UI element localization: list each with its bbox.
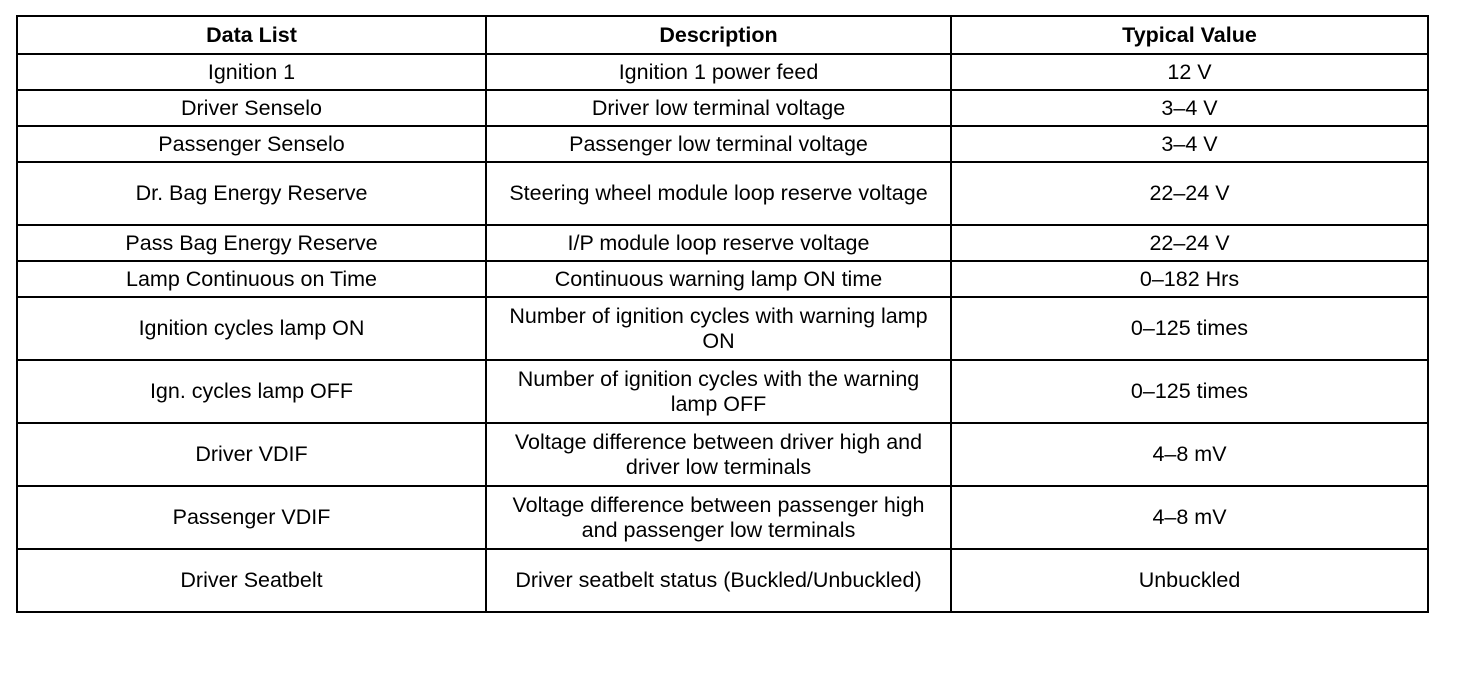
header-description: Description [486,16,951,54]
data-list-cell: Passenger VDIF [17,486,486,549]
typical-value-cell: 3–4 V [951,126,1428,162]
typical-value-cell: 3–4 V [951,90,1428,126]
description-cell: Passenger low terminal voltage [486,126,951,162]
description-cell: Ignition 1 power feed [486,54,951,90]
table-row [17,549,1428,612]
data-list-cell: Passenger Senselo [17,126,486,162]
typical-value-cell: 22–24 V [951,162,1428,225]
typical-value-cell: 12 V [951,54,1428,90]
data-list-cell: Ignition 1 [17,54,486,90]
description-cell: Driver low terminal voltage [486,90,951,126]
data-list-cell: Dr. Bag Energy Reserve [17,162,486,225]
typical-value-cell: 22–24 V [951,225,1428,261]
typical-value-cell: 0–182 Hrs [951,261,1428,297]
description-cell: Number of ignition cycles with the warning lamp OFF [486,360,951,423]
description-cell: Voltage difference between driver high and driver low terminals [486,423,951,486]
header-row [17,16,1428,54]
table-row [17,126,1428,162]
table-row [17,162,1428,225]
table-row [17,90,1428,126]
header-typical-value: Typical Value [951,16,1428,54]
data-list-cell: Pass Bag Energy Reserve [17,225,486,261]
data-list-cell: Lamp Continuous on Time [17,261,486,297]
table-row [17,297,1428,360]
typical-value-cell: 0–125 times [951,297,1428,360]
header-data-list: Data List [17,16,486,54]
table-row [17,54,1428,90]
typical-value-cell: 4–8 mV [951,486,1428,549]
description-cell: Continuous warning lamp ON time [486,261,951,297]
description-cell: Steering wheel module loop reserve voltage [486,162,951,225]
table-row [17,486,1428,549]
table-row [17,261,1428,297]
table-row [17,423,1428,486]
data-list-cell: Ign. cycles lamp OFF [17,360,486,423]
description-cell: Driver seatbelt status (Buckled/Unbuckled) [486,549,951,612]
data-list-cell: Ignition cycles lamp ON [17,297,486,360]
table-row [17,360,1428,423]
description-cell: Number of ignition cycles with warning lamp ON [486,297,951,360]
typical-value-cell: 0–125 times [951,360,1428,423]
data-list-cell: Driver Senselo [17,90,486,126]
data-list-table [16,15,1429,613]
data-list-cell: Driver VDIF [17,423,486,486]
typical-value-cell: 4–8 mV [951,423,1428,486]
typical-value-cell: Unbuckled [951,549,1428,612]
description-cell: I/P module loop reserve voltage [486,225,951,261]
description-cell: Voltage difference between passenger high and passenger low terminals [486,486,951,549]
table-row [17,225,1428,261]
data-list-cell: Driver Seatbelt [17,549,486,612]
